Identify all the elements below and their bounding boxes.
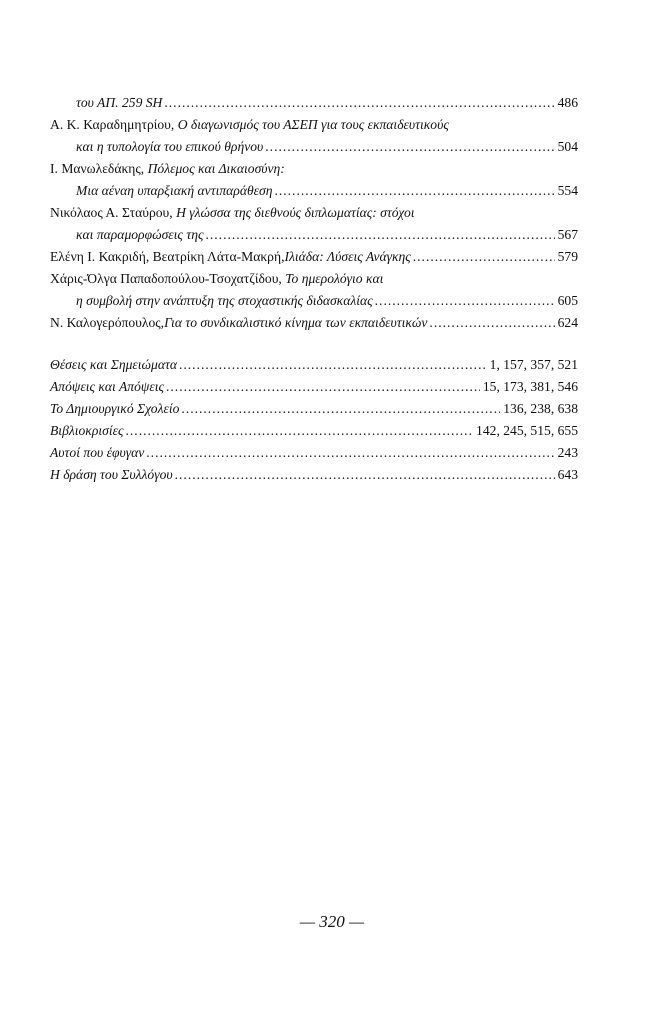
entry-title: Πόλεμος και Δικαιοσύνη: <box>147 161 285 176</box>
toc-entry <box>50 180 578 202</box>
toc-entry <box>50 268 578 290</box>
entry-title: η συμβολή στην ανάπτυξη της στοχαστικής διδασκαλίας <box>76 293 373 308</box>
section-pages: 643 <box>557 467 578 482</box>
section-entry <box>50 442 578 464</box>
section-pages: 243 <box>557 445 578 460</box>
toc-entry <box>50 246 578 268</box>
toc-entry <box>50 114 578 136</box>
section-entry <box>50 354 578 376</box>
dot-leader <box>179 354 487 376</box>
entry-page: 486 <box>557 95 578 110</box>
entry-author: Νικόλαος Α. Σταύρου, <box>50 205 177 220</box>
entry-author: Ι. Μανωλεδάκης, <box>50 161 148 176</box>
section-pages: 136, 238, 638 <box>503 401 578 416</box>
section-entry <box>50 464 578 486</box>
section-title: Απόψεις και Απόψεις <box>50 379 164 394</box>
dot-leader <box>413 246 555 268</box>
section-title: Αυτοί που έφυγαν <box>50 445 145 460</box>
entry-title: Η γλώσσα της διεθνούς διπλωματίας: στόχοι <box>176 205 415 220</box>
toc-entry <box>50 136 578 158</box>
entry-page: 605 <box>557 293 578 308</box>
section-title: Το Δημιουργικό Σχολείο <box>50 401 180 416</box>
section-pages: 142, 245, 515, 655 <box>476 423 578 438</box>
toc-entry <box>50 312 578 334</box>
dot-leader <box>175 464 555 486</box>
dot-leader <box>274 180 554 202</box>
entry-title: και παραμορφώσεις της <box>76 227 204 242</box>
entry-title: Ο διαγωνισμός του ΑΣΕΠ για τους εκπαιδευτικούς <box>177 117 449 132</box>
entry-title: Για το συνδικαλιστικό κίνημα των εκπαιδευτικών <box>164 315 428 330</box>
section-pages: 1, 157, 357, 521 <box>489 357 578 372</box>
section-title: Βιβλιοκρισίες <box>50 423 124 438</box>
table-of-contents <box>50 92 578 486</box>
section-gap <box>50 334 578 354</box>
toc-entry <box>50 224 578 246</box>
entry-page: 504 <box>557 139 578 154</box>
section-entry <box>50 420 578 442</box>
section-pages: 15, 173, 381, 546 <box>482 379 578 394</box>
page-number: — 320 — <box>299 912 365 931</box>
entry-page: 567 <box>557 227 578 242</box>
dot-leader <box>429 312 554 334</box>
toc-entry <box>50 202 578 224</box>
entry-author: Ν. Καλογερόπουλος, <box>50 315 165 330</box>
section-entry <box>50 376 578 398</box>
toc-entry <box>50 290 578 312</box>
dot-leader <box>164 92 554 114</box>
toc-entry <box>50 158 578 180</box>
entry-author: Ελένη Ι. Κακριδή, Βεατρίκη Λάτα-Μακρή, <box>50 249 285 264</box>
entry-title: Μια αέναη υπαρξιακή αντιπαράθεση <box>76 183 273 198</box>
article-list <box>50 92 578 334</box>
entry-title: του ΑΠ. 259 SH <box>76 95 163 110</box>
dot-leader <box>265 136 554 158</box>
entry-title: Το ημερολόγιο και <box>285 271 384 286</box>
entry-author: Χάρις-Όλγα Παπαδοπούλου-Τσοχατζίδου, <box>50 271 286 286</box>
dot-leader <box>181 398 500 420</box>
entry-page: 554 <box>557 183 578 198</box>
entry-author: Α. Κ. Καραδημητρίου, <box>50 117 178 132</box>
dot-leader <box>205 224 554 246</box>
toc-entry <box>50 92 578 114</box>
dot-leader <box>126 420 474 442</box>
dot-leader <box>375 290 555 312</box>
section-title: Η δράση του Συλλόγου <box>50 467 173 482</box>
dot-leader <box>146 442 554 464</box>
section-entry <box>50 398 578 420</box>
dot-leader <box>166 376 480 398</box>
entry-title: Ιλιάδα: Λύσεις Ανάγκης <box>284 249 411 264</box>
section-list <box>50 354 578 486</box>
section-title: Θέσεις και Σημειώματα <box>50 357 177 372</box>
entry-title: και η τυπολογία του επικού θρήνου <box>76 139 264 154</box>
entry-page: 624 <box>557 315 578 330</box>
entry-page: 579 <box>557 249 578 264</box>
